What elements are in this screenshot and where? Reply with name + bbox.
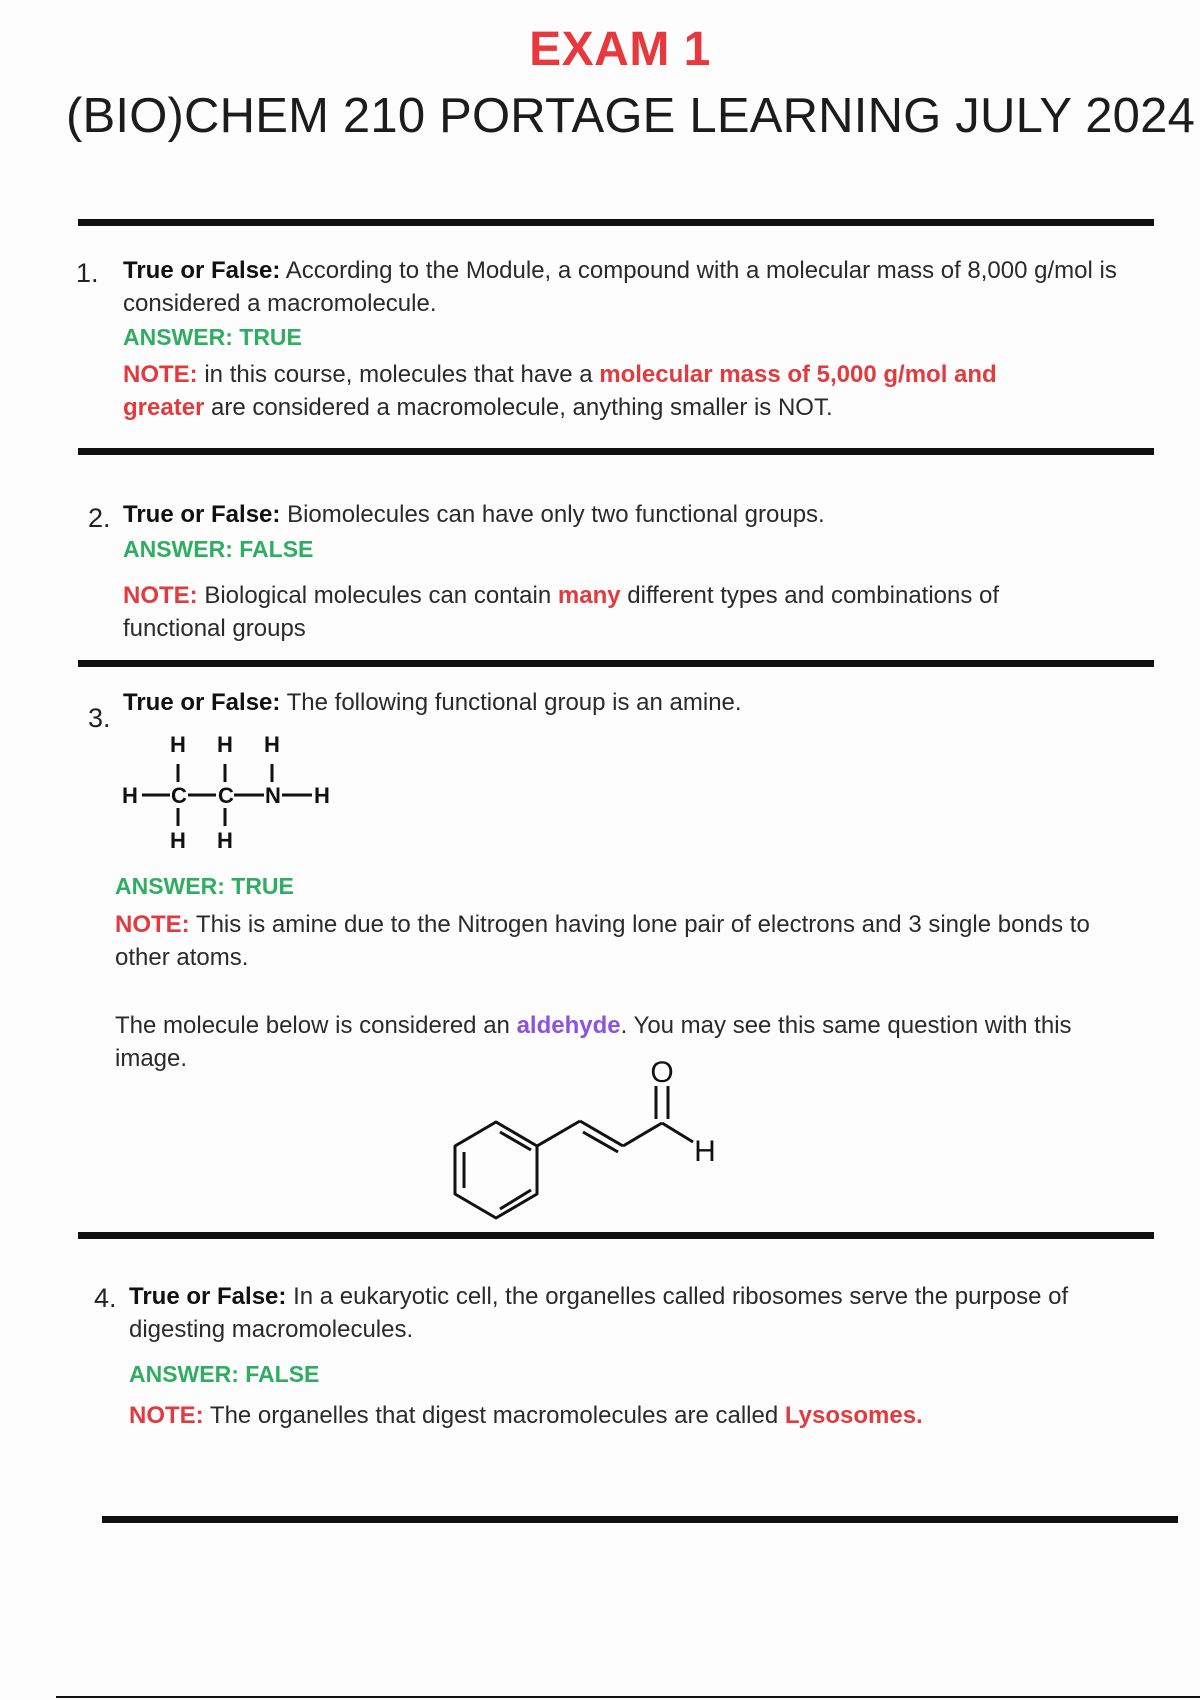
bottom-divider [56,1696,1200,1698]
divider [78,1232,1154,1239]
answer-label: ANSWER: FALSE [123,536,314,562]
atom-label: H [217,732,233,757]
atom-label: H [694,1135,716,1168]
question-prefix: True or False: [123,257,281,284]
note-label: NOTE: [129,1402,204,1429]
question-prefix: True or False: [123,689,281,716]
atom-label: N [265,783,281,808]
question-4-text [129,1280,1159,1346]
question-number: 4. [94,1283,117,1313]
question-number: 1. [76,258,99,288]
answer-label: ANSWER: FALSE [129,1361,320,1387]
atom-label: O [650,1056,674,1089]
atom-label: H [170,828,186,853]
note-text: Biological molecules can contain [204,582,552,609]
note-highlight: many [557,582,621,609]
extra-text: The molecule below is considered an [115,1012,510,1039]
note-text: different types and combinations of functional groups [123,582,1000,642]
question-prefix: True or False: [123,501,281,528]
course-subtitle: (BIO)CHEM 210 PORTAGE LEARNING JULY 2024 [66,89,1196,143]
question-body: Biomolecules can have only two functional groups. [287,501,825,528]
amine-structure-diagram [118,730,358,860]
note-highlight: molecular mass of 5,000 g/mol and greater [123,361,997,421]
question-body: The following functional group is an amine. [286,689,742,716]
note-label: NOTE: [115,911,190,938]
note-text: This is amine due to the Nitrogen having lone pair of electrons and 3 single bonds to other atoms. [115,911,1090,971]
question-number: 3. [88,703,111,733]
atom-label: H [314,783,330,808]
question-1-text [123,254,1123,320]
answer-label: ANSWER: TRUE [115,873,294,899]
note-text: The organelles that digest macromolecules are called [209,1402,779,1429]
question-number: 2. [88,503,111,533]
divider [102,1516,1178,1523]
note-label: NOTE: [123,361,198,388]
aldehyde-structure-diagram [440,1052,730,1222]
divider [78,219,1154,226]
atom-label: H [264,732,280,757]
exam-title: EXAM 1 [529,23,711,76]
divider [78,660,1154,667]
aldehyde-highlight: aldehyde [516,1012,621,1039]
question-body: According to the Module, a compound with a molecular mass of 8,000 g/mol is considered a macromolecule. [123,257,1117,317]
atom-label: C [218,783,234,808]
extra-text: . You may see this same question with this image. [115,1012,1072,1072]
atom-label: H [217,828,233,853]
note-text: in this course, molecules that have a [204,361,593,388]
question-4-note [129,1399,1129,1432]
divider [78,448,1154,455]
atom-label: H [122,783,138,808]
question-1-note [123,358,1083,424]
question-2-note [123,579,1103,645]
question-prefix: True or False: [129,1283,287,1310]
question-3-text [123,686,1123,719]
question-body: In a eukaryotic cell, the organelles called ribosomes serve the purpose of digesting macromolecules. [129,1283,1069,1343]
note-label: NOTE: [123,582,198,609]
question-3-note [115,908,1095,974]
note-highlight: Lysosomes. [784,1402,923,1429]
answer-label: ANSWER: TRUE [123,324,302,350]
atom-label: H [170,732,186,757]
question-2-text [123,498,1123,531]
note-text: are considered a macromolecule, anything smaller is NOT. [211,394,833,421]
atom-label: C [171,783,187,808]
